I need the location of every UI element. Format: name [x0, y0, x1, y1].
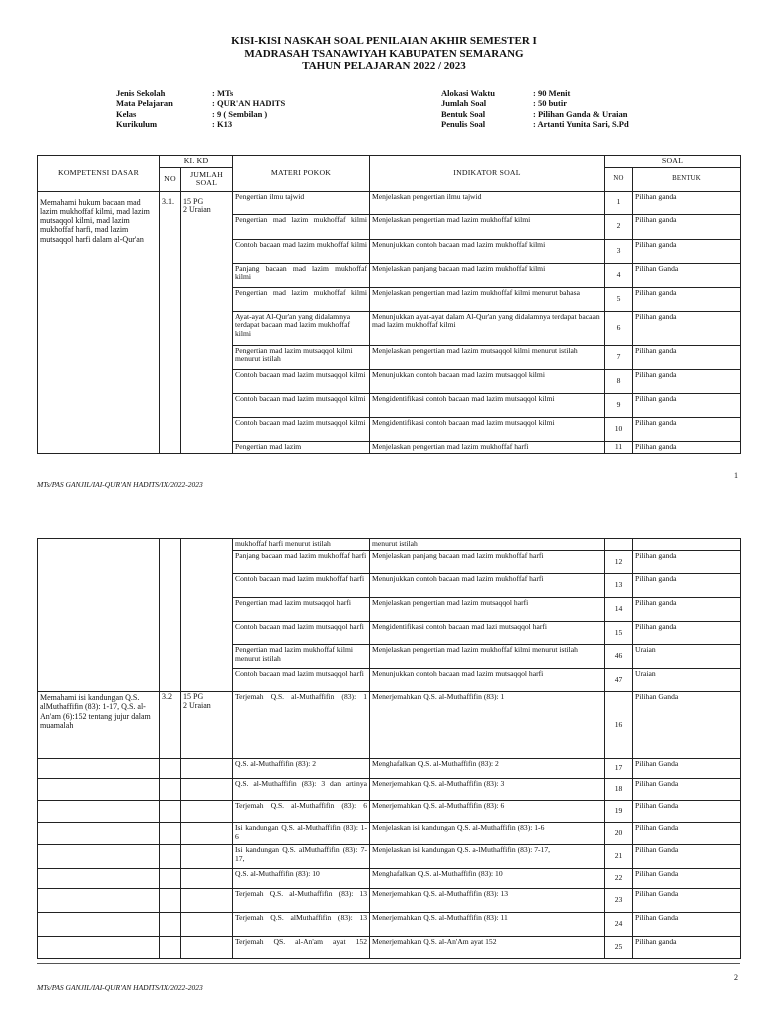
- bentuk-cell: Pilihan Ganda: [633, 889, 741, 913]
- info-value: : Pilihan Ganda & Uraian: [533, 108, 628, 119]
- kd-number-cell: [160, 937, 181, 959]
- bentuk-cell: Pilihan Ganda: [633, 823, 741, 845]
- materi-cell: Contoh bacaan mad lazim mutsaqqol kilmi: [233, 417, 370, 441]
- indikator-cell: Menunjukkan ayat-ayat dalam Al-Qur'an yang didalamnya terdapat bacaan mad lazim mukhoffaf kilmi: [370, 311, 605, 345]
- info-label: Kelas: [116, 108, 137, 119]
- indikator-cell: Menerjemahkan Q.S. al-Muthaffifin (83): 3: [370, 779, 605, 801]
- info-label: Jumlah Soal: [441, 98, 487, 109]
- indikator-cell: Menjelaskan pengertian mad lazim mukhoffaf kilmi menurut bahasa: [370, 287, 605, 311]
- indikator-cell: Menghafalkan Q.S. al-Muthaffifin (83): 2: [370, 759, 605, 779]
- indikator-cell: Menunjukkan contoh bacaan mad lazim mutsaqqol harfi: [370, 669, 605, 692]
- soal-no-cell: 13: [605, 574, 633, 598]
- indikator-cell: Menjelaskan pengertian mad lazim mutsaqqol harfi: [370, 598, 605, 622]
- info-left: [116, 88, 285, 129]
- indikator-cell: Menunjukkan contoh bacaan mad lazim mukhoffaf harfi: [370, 574, 605, 598]
- header-kompetensi: KOMPETENSI DASAR: [38, 156, 160, 192]
- bentuk-cell: Pilihan ganda: [633, 574, 741, 598]
- materi-cell: Pengertian mad lazim: [233, 441, 370, 453]
- indikator-cell: Menerjemahkan Q.S. al-An'Am ayat 152: [370, 937, 605, 959]
- indikator-cell: menurut istilah: [370, 539, 605, 551]
- header-kikd: KI. KD: [160, 156, 233, 168]
- indikator-cell: Menerjemahkan Q.S. al-Muthaffifin (83): 1: [370, 692, 605, 759]
- info-label: Alokasi Waktu: [441, 88, 495, 98]
- kisi-kisi-table-page-1: [37, 155, 741, 454]
- indikator-cell: Menjelaskan pengertian mad lazim mutsaqqol kilmi menurut istilah: [370, 345, 605, 369]
- soal-no-cell: 25: [605, 937, 633, 959]
- jumlah-soal-cell: [181, 759, 233, 779]
- materi-cell: Terjemah Q.S. alMuthaffifin (83): 13: [233, 913, 370, 937]
- jumlah-soal-cell: [181, 889, 233, 913]
- soal-no-cell: 2: [605, 214, 633, 239]
- jumlah-soal-cell: 15 PG 2 Uraian: [181, 692, 233, 759]
- bentuk-cell: Pilihan ganda: [633, 598, 741, 622]
- indikator-cell: Mengidentifikasi contoh bacaan mad lazi mutsaqqol harfi: [370, 622, 605, 645]
- bentuk-cell: Pilihan ganda: [633, 622, 741, 645]
- kompetensi-dasar-cell: [38, 845, 160, 869]
- materi-cell: Q.S. al-Muthaffifin (83): 2: [233, 759, 370, 779]
- soal-no-cell: 24: [605, 913, 633, 937]
- indikator-cell: Menjelaskan isi kandungan Q.S. al-Muthaffifin (83): 1-6: [370, 823, 605, 845]
- kd-number-cell: [160, 869, 181, 889]
- materi-cell: Pengertian mad lazim mutsaqqol harfi: [233, 598, 370, 622]
- kompetensi-dasar-cell: [38, 539, 160, 692]
- page-number: 2: [734, 973, 738, 982]
- soal-no-cell: 20: [605, 823, 633, 845]
- kd-number-cell: 3.1.: [160, 191, 181, 453]
- kd-number-cell: [160, 889, 181, 913]
- kd-number-cell: [160, 801, 181, 823]
- soal-no-cell: 19: [605, 801, 633, 823]
- soal-no-cell: 11: [605, 441, 633, 453]
- materi-cell: Contoh bacaan mad lazim mutsaqqol kilmi: [233, 369, 370, 393]
- soal-no-cell: 3: [605, 239, 633, 263]
- indikator-cell: Menunjukkan contoh bacaan mad lazim mukhoffaf kilmi: [370, 239, 605, 263]
- materi-cell: Pengertian ilmu tajwid: [233, 191, 370, 214]
- kompetensi-dasar-cell: [38, 823, 160, 845]
- bentuk-cell: Pilihan Ganda: [633, 779, 741, 801]
- info-label: Kurikulum: [116, 118, 158, 129]
- indikator-cell: Menjelaskan isi kandungan Q.S. a-lMuthaffifin (83): 7-17,: [370, 845, 605, 869]
- materi-cell: Terjemah Q.S. al-Muthaffifin (83): 13: [233, 889, 370, 913]
- materi-cell: Contoh bacaan mad lazim mutsaqqol harfi: [233, 669, 370, 692]
- materi-cell: Contoh bacaan mad lazim mutsaqqol harfi: [233, 622, 370, 645]
- bentuk-cell: Pilihan Ganda: [633, 759, 741, 779]
- kd-number-cell: [160, 845, 181, 869]
- header-soal: SOAL: [605, 156, 741, 168]
- jumlah-soal-cell: [181, 823, 233, 845]
- indikator-cell: Menerjemahkan Q.S. al-Muthaffifin (83): 11: [370, 913, 605, 937]
- materi-cell: Contoh bacaan mad lazim mutsaqqol kilmi: [233, 393, 370, 417]
- jumlah-soal-cell: [181, 779, 233, 801]
- kd-number-cell: [160, 759, 181, 779]
- bentuk-cell: Pilihan Ganda: [633, 845, 741, 869]
- kompetensi-dasar-cell: [38, 937, 160, 959]
- bentuk-cell: Pilihan Ganda: [633, 692, 741, 759]
- info-label: Bentuk Soal: [441, 108, 486, 119]
- info-value: : MTs: [212, 88, 234, 98]
- soal-no-cell: 14: [605, 598, 633, 622]
- indikator-cell: Menjelaskan pengertian mad lazim mukhoffaf harfi: [370, 441, 605, 453]
- title-line-2: MADRASAH TSANAWIYAH KABUPATEN SEMARANG: [244, 47, 524, 60]
- soal-no-cell: 18: [605, 779, 633, 801]
- kompetensi-dasar-cell: [38, 779, 160, 801]
- indikator-cell: Menjelaskan pengertian ilmu tajwid: [370, 191, 605, 214]
- soal-no-cell: 7: [605, 345, 633, 369]
- jumlah-soal-cell: [181, 845, 233, 869]
- bentuk-cell: Pilihan ganda: [633, 441, 741, 453]
- bentuk-cell: Pilihan ganda: [633, 369, 741, 393]
- materi-cell: mukhoffaf harfi menurut istilah: [233, 539, 370, 551]
- jumlah-soal-cell: [181, 801, 233, 823]
- bentuk-cell: Pilihan ganda: [633, 239, 741, 263]
- info-value: : QUR'AN HADITS: [212, 98, 286, 109]
- materi-cell: Pengertian mad lazim mukhoffaf kilmi: [233, 287, 370, 311]
- indikator-cell: Menerjemahkan Q.S. al-Muthaffifin (83): 13: [370, 889, 605, 913]
- bentuk-cell: Pilihan Ganda: [633, 869, 741, 889]
- indikator-cell: Mengidentifikasi contoh bacaan mad lazim mutsaqqol kilmi: [370, 417, 605, 441]
- info-label: Jenis Sekolah: [116, 88, 166, 98]
- indikator-cell: Menerjemahkan Q.S. al-Muthaffifin (83): 6: [370, 801, 605, 823]
- indikator-cell: Menunjukkan contoh bacaan mad lazim mutsaqqol kilmi: [370, 369, 605, 393]
- kompetensi-dasar-cell: [38, 869, 160, 889]
- info-value: : 90 Menit: [533, 88, 571, 98]
- doc-title: [0, 35, 768, 73]
- kompetensi-dasar-cell: [38, 759, 160, 779]
- kd-number-cell: [160, 539, 181, 692]
- soal-no-cell: 12: [605, 551, 633, 574]
- info-label: Mata Pelajaran: [116, 98, 173, 109]
- kompetensi-dasar-cell: Memahami isi kandungan Q.S. alMuthaffifin (83): 1-17, Q.S. al-An'am (6):152 tentang jujur dalam muamalah: [38, 692, 160, 759]
- page-number: 1: [734, 471, 738, 480]
- materi-cell: Pengertian mad lazim mukhoffaf kilmi: [233, 214, 370, 239]
- soal-no-cell: 1: [605, 191, 633, 214]
- kd-number-cell: 3.2: [160, 692, 181, 759]
- bentuk-cell: Pilihan ganda: [633, 937, 741, 959]
- footer-divider: [37, 963, 740, 964]
- bentuk-cell: Pilihan Ganda: [633, 801, 741, 823]
- bentuk-cell: Pilihan ganda: [633, 345, 741, 369]
- materi-cell: Isi kandungan Q.S. alMuthaffifin (83): 7-17,: [233, 845, 370, 869]
- materi-cell: Terjemah Q.S. al-Muthaffifin (83): 1: [233, 692, 370, 759]
- page-footer: MTs/PAS GANJIL/IAI-QUR'AN HADITS/IX/2022-2023: [37, 983, 203, 992]
- indikator-cell: Mengidentifikasi contoh bacaan mad lazim mutsaqqol kilmi: [370, 393, 605, 417]
- soal-no-cell: 46: [605, 645, 633, 669]
- info-value: : 9 ( Sembilan ): [212, 108, 268, 119]
- materi-cell: Terjemah Q.S. al-Muthaffifin (83): 6: [233, 801, 370, 823]
- soal-no-cell: 10: [605, 417, 633, 441]
- materi-cell: Q.S. al-Muthaffifin (83): 3 dan artinya: [233, 779, 370, 801]
- header-indikator: INDIKATOR SOAL: [370, 156, 605, 192]
- jumlah-soal-cell: [181, 869, 233, 889]
- indikator-cell: Menjelaskan panjang bacaan mad lazim mukhoffaf kilmi: [370, 263, 605, 287]
- soal-no-cell: 22: [605, 869, 633, 889]
- jumlah-soal-cell: [181, 937, 233, 959]
- kompetensi-dasar-cell: [38, 889, 160, 913]
- bentuk-cell: Uraian: [633, 645, 741, 669]
- header-materi: MATERI POKOK: [233, 156, 370, 192]
- info-label: Penulis Soal: [441, 118, 486, 129]
- bentuk-cell: Pilihan ganda: [633, 551, 741, 574]
- bentuk-cell: [633, 539, 741, 551]
- kompetensi-dasar-cell: [38, 913, 160, 937]
- soal-no-cell: [605, 539, 633, 551]
- bentuk-cell: Pilihan ganda: [633, 214, 741, 239]
- soal-no-cell: 8: [605, 369, 633, 393]
- materi-cell: Panjang bacaan mad lazim mukhoffaf harfi: [233, 551, 370, 574]
- materi-cell: Ayat-ayat Al-Qur'an yang didalamnya terdapat bacaan mad lazim mukhoffaf kilmi: [233, 311, 370, 345]
- bentuk-cell: Pilihan ganda: [633, 191, 741, 214]
- info-right: [441, 88, 629, 129]
- jumlah-soal-cell: [181, 913, 233, 937]
- header-no: NO: [160, 167, 181, 191]
- materi-cell: Contoh bacaan mad lazim mukhoffaf kilmi: [233, 239, 370, 263]
- kisi-kisi-table-page-2: [37, 538, 741, 959]
- indikator-cell: Menjelaskan pengertian mad lazim mukhoffaf kilmi menurut istilah: [370, 645, 605, 669]
- soal-no-cell: 6: [605, 311, 633, 345]
- indikator-cell: Menjelaskan pengertian mad lazim mukhoffaf kilmi: [370, 214, 605, 239]
- bentuk-cell: Pilihan Ganda: [633, 913, 741, 937]
- bentuk-cell: Uraian: [633, 669, 741, 692]
- materi-cell: Panjang bacaan mad lazim mukhoffaf kilmi: [233, 263, 370, 287]
- kd-number-cell: [160, 779, 181, 801]
- soal-no-cell: 17: [605, 759, 633, 779]
- indikator-cell: Menghafalkan Q.S. al-Muthaffifin (83): 10: [370, 869, 605, 889]
- header-jumlah: JUMLAH SOAL: [181, 167, 233, 191]
- soal-no-cell: 47: [605, 669, 633, 692]
- soal-no-cell: 21: [605, 845, 633, 869]
- kompetensi-dasar-cell: [38, 801, 160, 823]
- soal-no-cell: 4: [605, 263, 633, 287]
- soal-no-cell: 15: [605, 622, 633, 645]
- header-bentuk: BENTUK: [633, 167, 741, 191]
- info-value: : K13: [212, 118, 233, 129]
- title-line-3: TAHUN PELAJARAN 2022 / 2023: [302, 60, 466, 72]
- kd-number-cell: [160, 823, 181, 845]
- soal-no-cell: 16: [605, 692, 633, 759]
- indikator-cell: Menjelaskan panjang bacaan mad lazim mukhoffaf harfi: [370, 551, 605, 574]
- soal-no-cell: 9: [605, 393, 633, 417]
- materi-cell: Q.S. al-Muthaffifin (83): 10: [233, 869, 370, 889]
- materi-cell: Pengertian mad lazim mukhoffaf kilmi menurut istilah: [233, 645, 370, 669]
- bentuk-cell: Pilihan Ganda: [633, 263, 741, 287]
- materi-cell: Contoh bacaan mad lazim mukhoffaf harfi: [233, 574, 370, 598]
- page-footer: MTs/PAS GANJIL/IAI-QUR'AN HADITS/IX/2022-2023: [37, 480, 203, 489]
- info-value: : 50 butir: [533, 98, 567, 109]
- soal-no-cell: 23: [605, 889, 633, 913]
- info-value: : Artanti Yunita Sari, S.Pd: [533, 118, 629, 129]
- soal-no-cell: 5: [605, 287, 633, 311]
- bentuk-cell: Pilihan ganda: [633, 393, 741, 417]
- kd-number-cell: [160, 913, 181, 937]
- bentuk-cell: Pilihan ganda: [633, 287, 741, 311]
- title-line-1: KISI-KISI NASKAH SOAL PENILAIAN AKHIR SEMESTER I: [231, 35, 537, 47]
- header-soal-no: NO: [605, 167, 633, 191]
- jumlah-soal-cell: [181, 539, 233, 692]
- kompetensi-dasar-cell: Memahami hukum bacaan mad lazim mukhoffaf kilmi, mad lazim mutsaqqol kilmi, mad lazim mukhoffaf harfi, mad lazim mutsaqqol harfi dalam al-Qur'an: [38, 191, 160, 453]
- materi-cell: Pengertian mad lazim mutsaqqol kilmi menurut istilah: [233, 345, 370, 369]
- bentuk-cell: Pilihan ganda: [633, 417, 741, 441]
- jumlah-soal-cell: 15 PG 2 Uraian: [181, 191, 233, 453]
- materi-cell: Terjemah QS. al-An'am ayat 152: [233, 937, 370, 959]
- materi-cell: Isi kandungan Q.S. al-Muthaffifin (83): 1-6: [233, 823, 370, 845]
- bentuk-cell: Pilihan ganda: [633, 311, 741, 345]
